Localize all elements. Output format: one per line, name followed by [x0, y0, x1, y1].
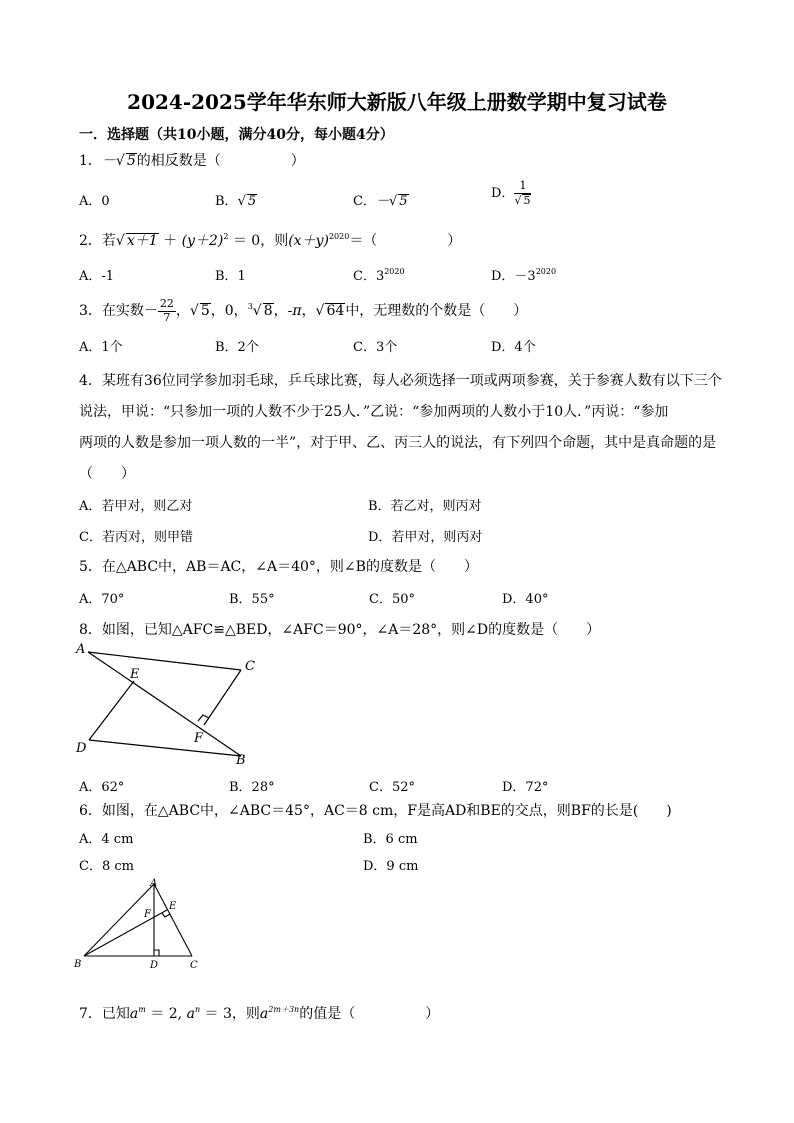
q6-altitude-be	[84, 910, 167, 956]
q4-line-3: 两项的人数是参加一项人数的一半”，对于甲、乙、丙三人的说法，有下列四个命题，其中是真命题的是	[79, 435, 717, 451]
q8-label-a: A	[76, 642, 86, 657]
q4-line-2: 说法，甲说：“只参加一项的人数不少于25人．”乙说：“参加两项的人数小于10人．”丙说：“参加	[79, 404, 669, 420]
q2-mid: ，则	[260, 233, 289, 249]
q1-expr: －√ 5	[101, 153, 136, 169]
q3-prefix: 3．在实数	[79, 303, 144, 320]
q5-option-b[interactable]: B．55°	[229, 592, 275, 607]
q8-line-ed	[89, 681, 134, 740]
q2-end: ＝（ ）	[349, 233, 462, 249]
q6-line-ac	[154, 884, 192, 956]
q3-option-c[interactable]: C．3个	[353, 340, 398, 355]
q8-label-e: E	[130, 667, 140, 682]
q6-right-angle-e	[162, 913, 170, 917]
q2-option-a[interactable]: A．-1	[79, 269, 115, 284]
q5-option-a[interactable]: A．70°	[79, 592, 125, 607]
q4-option-d[interactable]: D．若甲对，则丙对	[368, 530, 483, 545]
question-5: 5．在△ABC中，AB＝AC，∠A＝40°，则∠B的度数是（ ）	[79, 559, 478, 575]
q1-text: 的相反数是（ ）	[136, 153, 305, 169]
page-title: 2024-2025学年华东师大新版八年级上册数学期中复习试卷	[127, 90, 667, 114]
question-2: 2．若√ $x+1 + (y+2)^2 = 0$，则$(x+y)^{2020}=$（ ）	[79, 232, 462, 249]
q8-line-cf	[204, 670, 241, 725]
question-7: 7．已知$a^m = 2$, $a^n = 3$，则$a^{2m+3n}$的值是（ ）	[79, 1005, 440, 1022]
q4-option-a[interactable]: A．若甲对，则乙对	[79, 499, 193, 514]
q3-option-b[interactable]: B．2个	[215, 340, 259, 355]
q4-option-b[interactable]: B．若乙对，则丙对	[368, 499, 482, 514]
q2-option-d[interactable]: D．$-3^{2020}$	[491, 267, 557, 284]
q4-option-c[interactable]: C．若丙对，则甲错	[79, 530, 193, 545]
q6-label-e: E	[169, 901, 177, 912]
q8-option-c[interactable]: C．52°	[369, 780, 415, 795]
q5-option-d[interactable]: D．40°	[502, 592, 549, 607]
q8-option-b[interactable]: B．28°	[229, 780, 275, 795]
q6-right-angle-d	[154, 950, 159, 956]
section-heading: 一．选择题（共10小题，满分40分，每小题4分）	[79, 127, 394, 143]
q8-label-f: F	[194, 731, 204, 746]
q8-option-d[interactable]: D．72°	[502, 780, 549, 795]
q2-option-c[interactable]: C．$3^{2020}$	[353, 267, 405, 284]
q2-option-b[interactable]: B．1	[215, 269, 246, 284]
q2-prefix: 2．若	[79, 233, 116, 249]
q2-exp: 2020	[328, 232, 350, 241]
q6-line-ab	[84, 884, 154, 956]
q6-label-d: D	[150, 960, 159, 971]
q6-label-b: B	[74, 959, 82, 970]
q1-option-a[interactable]: A．0	[79, 194, 110, 209]
q6-label-f: F	[144, 909, 151, 920]
question-3: 3．在实数－ $\frac{22}{7}$ ，√ 5，0，$^3$√ 8，-π，√ 64中，无理数的个数是（ ）	[79, 297, 528, 324]
q5-option-c[interactable]: C．50°	[369, 592, 415, 607]
q1-prefix: 1．	[79, 153, 102, 169]
q6-option-a[interactable]: A．4 cm	[79, 832, 134, 847]
q6-option-d[interactable]: D．9 cm	[363, 859, 419, 874]
q7-end: 的值是（ ）	[299, 1006, 440, 1022]
question-6: 6．如图，在△ABC中，∠ABC＝45°，AC＝8 cm，F是高AD和BE的交点，则BF的长是( )	[79, 803, 672, 819]
q7-mid: ，则	[231, 1006, 260, 1022]
q8-figure	[72, 640, 262, 768]
q3-option-d[interactable]: D．4个	[491, 340, 536, 355]
q8-option-a[interactable]: A．62°	[79, 780, 125, 795]
question-1	[79, 150, 305, 170]
question-8: 8．如图，已知△AFC≌△BED，∠AFC＝90°，∠A＝28°，则∠D的度数是（ ）	[79, 622, 601, 638]
q4-line-1: 4．某班有36位同学参加羽毛球，乒乓球比赛，每人必须选择一项或两项参赛，关于参赛人数有以下三个	[79, 373, 722, 389]
q8-line-db	[89, 740, 241, 756]
q4-line-4: （ ）	[79, 466, 135, 482]
q1-option-c[interactable]: C．－√ 5	[353, 194, 408, 209]
q6-label-a: A	[150, 878, 158, 889]
q1-option-d[interactable]: D． $\frac{1}{√ 5}$	[491, 179, 531, 207]
q7-prefix: 7．已知	[79, 1006, 130, 1022]
q8-label-c: C	[245, 659, 255, 674]
q6-option-c[interactable]: C．8 cm	[79, 859, 134, 874]
q3-option-a[interactable]: A．1个	[79, 340, 123, 355]
q8-label-d: D	[76, 741, 87, 756]
q1-option-b[interactable]: B．√ 5	[215, 194, 257, 209]
q6-figure	[72, 874, 212, 974]
q3-end: 中，无理数的个数是（ ）	[345, 303, 528, 320]
q6-option-b[interactable]: B．6 cm	[363, 832, 418, 847]
q6-label-c: C	[190, 960, 198, 971]
q8-label-b: B	[236, 753, 246, 768]
